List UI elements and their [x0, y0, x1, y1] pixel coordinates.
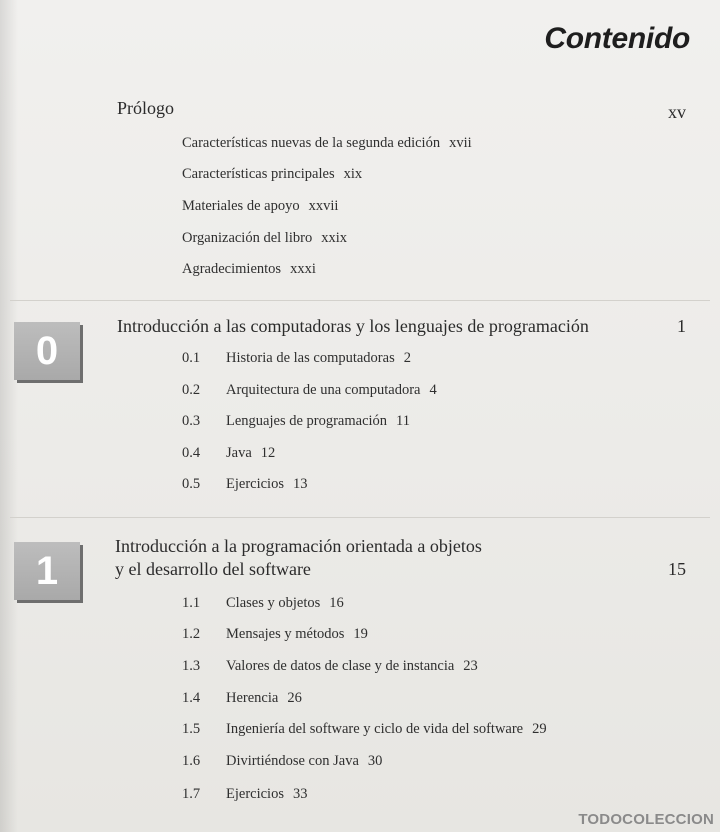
section-number: 1.6 — [182, 753, 201, 769]
section-entry — [182, 719, 547, 739]
section-label: Lenguajes de programación — [226, 413, 388, 429]
section-label: Java — [226, 445, 252, 461]
section-page: 30 — [367, 753, 383, 769]
section-divider — [10, 517, 710, 518]
item-label: Organización del libro — [182, 230, 313, 246]
item-page: xxvii — [308, 198, 339, 214]
section-page: 11 — [396, 413, 411, 429]
section-page: 4 — [429, 382, 437, 398]
item-page: xxxi — [290, 261, 316, 277]
section-label: Mensajes y métodos — [226, 626, 345, 642]
section-divider — [10, 300, 710, 301]
section-entry — [182, 593, 344, 613]
item-label: Materiales de apoyo — [182, 198, 300, 214]
section-number: 0.3 — [182, 413, 201, 429]
section-page: 16 — [329, 595, 344, 611]
section-label: Herencia — [226, 690, 279, 706]
section-page: 23 — [463, 658, 478, 674]
page-title: Contenido — [544, 22, 690, 55]
item-label: Características principales — [182, 166, 335, 182]
section-page: 2 — [403, 350, 411, 366]
section-number: 0.2 — [182, 382, 201, 398]
prologo-page: xv — [668, 102, 686, 122]
section-page: 12 — [260, 445, 276, 461]
item-label: Agradecimientos — [182, 261, 282, 277]
section-page: 29 — [532, 721, 547, 737]
section-entry — [182, 443, 275, 463]
prologo-item — [182, 196, 338, 216]
prologo-item — [182, 133, 472, 153]
section-label: Valores de datos de clase y de instancia — [226, 658, 455, 674]
section-page: 13 — [292, 476, 308, 492]
section-number: 1.2 — [182, 626, 201, 642]
section-entry — [182, 751, 382, 771]
chapter-title-line-1: Introducción a la programación orientada a objetos — [115, 536, 482, 556]
section-entry — [182, 380, 437, 400]
section-label: Arquitectura de una computadora — [226, 382, 421, 398]
section-number: 1.4 — [182, 690, 201, 706]
prologo-item — [182, 164, 362, 184]
prologo-title: Prólogo — [117, 98, 175, 118]
chapter-page: 15 — [668, 559, 686, 579]
chapter-number-badge: 1 — [14, 542, 80, 600]
section-number: 1.3 — [182, 658, 201, 674]
watermark: TODOCOLECCION — [578, 811, 714, 828]
section-number: 1.5 — [182, 721, 201, 737]
section-entry — [182, 656, 478, 676]
prologo-item — [182, 259, 316, 279]
item-page: xxix — [321, 230, 347, 246]
section-number: 0.4 — [182, 445, 201, 461]
chapter-number-badge: 0 — [14, 322, 80, 380]
item-page: xix — [343, 166, 363, 182]
item-page: xvii — [449, 135, 472, 151]
section-label: Ejercicios — [226, 476, 284, 492]
section-label: Ingeniería del software y ciclo de vida del software — [226, 721, 524, 737]
chapter-page: 1 — [677, 316, 686, 336]
section-label: Ejercicios — [226, 786, 284, 802]
section-page: 33 — [292, 786, 308, 802]
prologo-item — [182, 228, 347, 248]
section-page: 26 — [287, 690, 302, 706]
section-entry — [182, 411, 410, 431]
section-entry — [182, 688, 302, 708]
section-page: 19 — [353, 626, 368, 642]
section-entry — [182, 474, 307, 494]
section-label: Divirtiéndose con Java — [226, 753, 359, 769]
section-number: 1.1 — [182, 595, 201, 611]
item-label: Características nuevas de la segunda edición — [182, 135, 441, 151]
section-number: 0.5 — [182, 476, 201, 492]
section-entry — [182, 624, 368, 644]
section-number: 0.1 — [182, 350, 201, 366]
chapter-title: Introducción a las computadoras y los lenguajes de programación — [117, 316, 589, 336]
chapter-title-line-2: y el desarrollo del software — [115, 559, 311, 579]
section-entry — [182, 784, 307, 804]
section-label: Historia de las computadoras — [226, 350, 395, 366]
section-label: Clases y objetos — [226, 595, 321, 611]
page-edge-shadow — [0, 0, 18, 832]
section-entry — [182, 348, 411, 368]
section-number: 1.7 — [182, 786, 201, 802]
